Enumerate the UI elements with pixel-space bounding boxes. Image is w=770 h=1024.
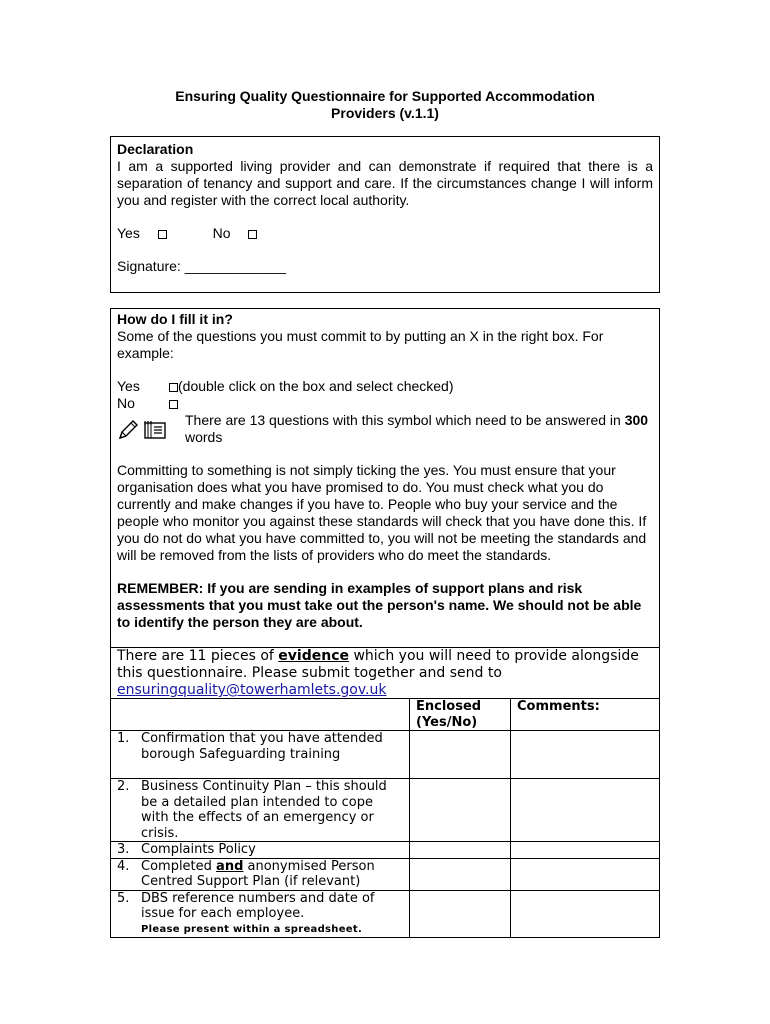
header-item [111,699,410,731]
item-cell [111,779,410,842]
example-yes-label: Yes [117,378,140,394]
table-row [111,890,660,938]
evidence-email-link[interactable]: ensuringquality@towerhamlets.gov.uk [117,682,387,698]
example-yes-checkbox[interactable] [169,383,178,392]
header-comments: Comments: [511,699,660,731]
item-text: Business Continuity Plan – this should be a detailed plan intended to cope with the effects of an emergency or crisis. [141,779,387,841]
enclosed-cell[interactable] [410,779,511,842]
instructions-box [110,308,660,648]
item-text-pre: Completed [141,858,217,874]
title-line-1: Ensuring Quality Questionnaire for Supported Accommodation [175,88,595,104]
item-number: 5. [117,890,130,906]
enclosed-cell[interactable] [410,890,511,938]
item-text-post: anonymised Person Centred Support Plan (if relevant) [141,858,375,889]
declaration-yes-checkbox[interactable] [158,230,167,239]
item-number: 3. [117,842,130,857]
evidence-table-header [111,699,660,731]
pencil-icon [117,419,139,441]
table-row [111,842,660,859]
item-note: Please present within a spreadsheet. [141,923,363,935]
example-no-checkbox[interactable] [169,400,178,409]
item-text: Confirmation that you have attended borough Safeguarding training [141,731,383,762]
evidence-text-post: which you will need to provide alongside this questionnaire. Please submit together and send to [117,648,639,681]
symbol-word-count: 300 [624,412,649,428]
instructions-heading: How do I fill it in? [117,311,233,327]
example-yes-row [117,378,653,395]
evidence-intro [110,647,660,699]
item-number: 4. [117,858,130,874]
remember-paragraph: REMEMBER: If you are sending in examples of support plans and risk assessments that you must take out the person's name. We should not be able to identify the person they are about. [117,580,642,630]
example-yes-note: (double click on the box and select checked) [178,378,454,394]
title-line-2: Providers (v.1.1) [331,105,439,121]
evidence-text-pre: There are 11 pieces of [117,648,279,664]
comments-cell[interactable] [511,858,660,890]
comments-cell[interactable] [511,842,660,859]
symbol-legend [117,412,653,446]
declaration-box [110,136,660,293]
comments-cell[interactable] [511,731,660,779]
table-row [111,858,660,890]
item-text: Complaints Policy [141,842,256,857]
declaration-body: I am a supported living provider and can demonstrate if required that there is a separation of tenancy and support and care. If the circumstances change I will inform you and register with the correct local authority. [117,158,653,208]
item-text: DBS reference numbers and date of issue for each employee. [141,890,375,921]
example-no-row [117,395,653,412]
evidence-keyword: evidence [278,648,349,664]
symbol-text-pre: There are 13 questions with this symbol which need to be answered in [185,412,625,428]
table-row [111,779,660,842]
comments-cell[interactable] [511,779,660,842]
header-enclosed: Enclosed (Yes/No) [410,699,511,731]
item-number: 2. [117,779,130,794]
item-cell [111,731,410,779]
document-title [110,88,660,122]
evidence-table [110,698,660,938]
item-keyword: and [216,858,244,874]
example-no-label: No [117,395,135,411]
item-number: 1. [117,731,130,746]
declaration-heading: Declaration [117,141,194,157]
item-cell [111,858,410,890]
comments-cell[interactable] [511,890,660,938]
declaration-no-label: No [212,225,231,241]
enclosed-cell[interactable] [410,842,511,859]
symbol-legend-text [185,412,653,446]
signature-line[interactable]: Signature: _____________ [117,258,286,274]
symbol-text-post: words [185,429,223,445]
declaration-yes-no [117,225,653,242]
enclosed-cell[interactable] [410,731,511,779]
declaration-yes-label: Yes [117,225,140,241]
item-cell [111,890,410,938]
item-cell [111,842,410,859]
committing-paragraph: Committing to something is not simply ticking the yes. You must ensure that your organisation does what you have promised to do. You must check what you do currently and make changes if you have to. People who buy your service and the people who monitor you against these standards will check that you have done this. If you do not do what you have committed to, you will not be meeting the standards and will be removed from the lists of providers who do meet the standards. [117,462,647,563]
declaration-no-checkbox[interactable] [248,230,257,239]
notebook-icon [143,420,167,440]
enclosed-cell[interactable] [410,858,511,890]
table-row [111,731,660,779]
instructions-intro: Some of the questions you must commit to by putting an X in the right box. For example: [117,328,604,361]
